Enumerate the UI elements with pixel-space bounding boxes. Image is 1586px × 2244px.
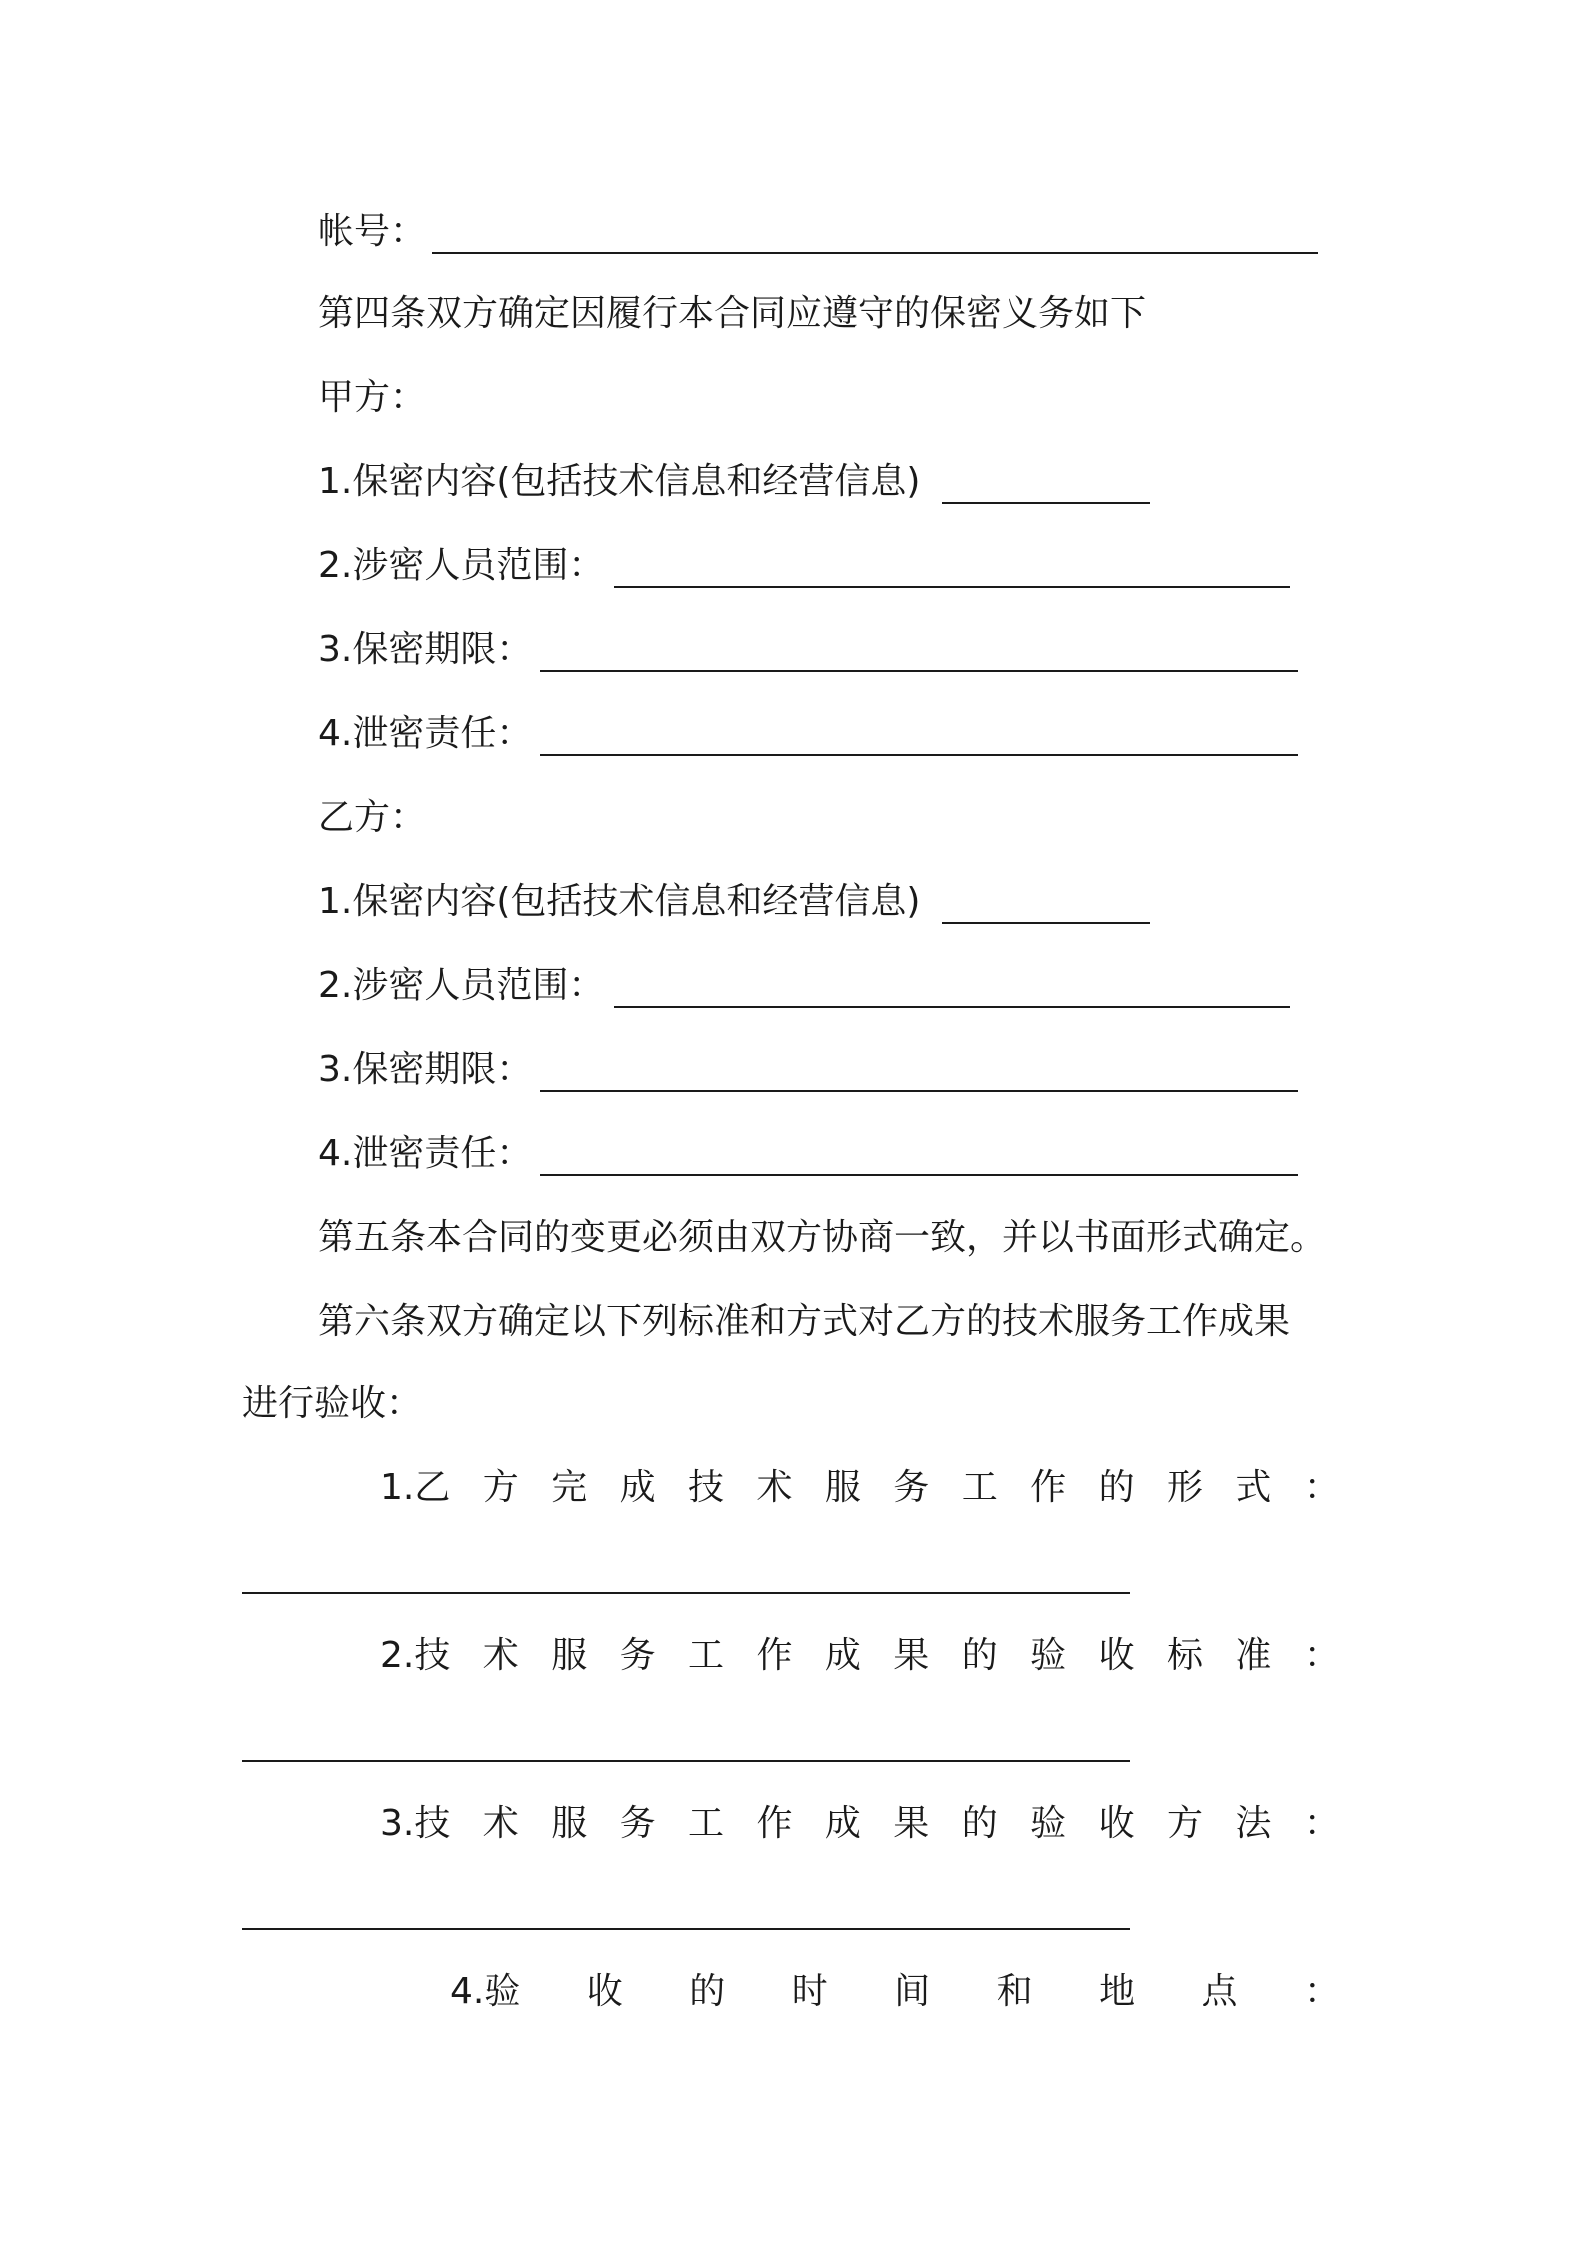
spaced-char: 方 xyxy=(1166,1803,1203,1844)
spaced-char: 2.技 xyxy=(380,1635,451,1676)
spaced-char: 服 xyxy=(824,1467,861,1508)
spaced-char: 成 xyxy=(824,1635,861,1676)
spaced-char: 验 xyxy=(1030,1803,1067,1844)
spaced-char: 收 xyxy=(1098,1803,1135,1844)
party-b-item-1-blank xyxy=(942,922,1150,924)
party-a-item-4-blank xyxy=(540,754,1298,756)
party-b-item-3-blank xyxy=(540,1090,1298,1092)
spaced-char: 时 xyxy=(791,1971,828,2012)
spaced-char: 工 xyxy=(961,1467,998,1508)
spaced-char: 式 xyxy=(1235,1467,1272,1508)
party-a-item-4: 4.泄密责任： xyxy=(318,713,533,754)
spaced-char: 准 xyxy=(1235,1635,1272,1676)
article-6-line-2: 进行验收： xyxy=(242,1383,423,1424)
party-a-item-3: 3.保密期限： xyxy=(318,629,533,670)
article-5-text: 第五条本合同的变更必须由双方协商一致，并以书面形式确定。 xyxy=(318,1217,1327,1258)
account-blank xyxy=(432,252,1318,254)
party-a-item-2: 2.涉密人员范围： xyxy=(318,545,605,586)
party-b-item-4: 4.泄密责任： xyxy=(318,1133,533,1174)
acceptance-item-1-blank xyxy=(242,1592,1130,1594)
party-a-item-3-blank xyxy=(540,670,1298,672)
spaced-char: 成 xyxy=(824,1803,861,1844)
spaced-char: 术 xyxy=(756,1467,793,1508)
party-b-item-1: 1.保密内容(包括技术信息和经营信息) xyxy=(318,881,921,922)
spaced-char: ： xyxy=(1303,1803,1340,1844)
spaced-char: 的 xyxy=(961,1803,998,1844)
party-a-item-1-blank xyxy=(942,502,1150,504)
spaced-char: 的 xyxy=(961,1635,998,1676)
spaced-char: 服 xyxy=(551,1803,588,1844)
spaced-char: 的 xyxy=(689,1971,726,2012)
spaced-char: ： xyxy=(1303,1467,1340,1508)
spaced-char: 作 xyxy=(756,1803,793,1844)
party-b-item-2: 2.涉密人员范围： xyxy=(318,965,605,1006)
spaced-char: 务 xyxy=(619,1635,656,1676)
acceptance-item-2 xyxy=(380,1632,1340,1680)
spaced-char: 务 xyxy=(893,1467,930,1508)
party-a-item-1: 1.保密内容(包括技术信息和经营信息) xyxy=(318,461,921,502)
spaced-char: 1.乙 xyxy=(380,1467,451,1508)
spaced-char: 服 xyxy=(551,1635,588,1676)
spaced-char: 和 xyxy=(996,1971,1033,2012)
spaced-char: 果 xyxy=(893,1803,930,1844)
article-4-heading: 第四条双方确定因履行本合同应遵守的保密义务如下 xyxy=(318,293,1147,334)
spaced-char: 的 xyxy=(1098,1467,1135,1508)
spaced-char: ： xyxy=(1303,1635,1340,1676)
spaced-char: ： xyxy=(1303,1971,1340,2012)
spaced-char: 果 xyxy=(893,1635,930,1676)
spaced-char: 标 xyxy=(1166,1635,1203,1676)
spaced-char: 4.验 xyxy=(450,1971,521,2012)
spaced-char: 术 xyxy=(482,1635,519,1676)
acceptance-item-3-blank xyxy=(242,1928,1130,1930)
spaced-char: 3.技 xyxy=(380,1803,451,1844)
account-label: 帐号： xyxy=(318,211,427,252)
spaced-char: 作 xyxy=(1030,1467,1067,1508)
spaced-char: 作 xyxy=(756,1635,793,1676)
spaced-char: 验 xyxy=(1030,1635,1067,1676)
spaced-char: 成 xyxy=(619,1467,656,1508)
article-6-line-1: 第六条双方确定以下列标准和方式对乙方的技术服务工作成果 xyxy=(318,1301,1291,1342)
party-b-item-2-blank xyxy=(614,1006,1290,1008)
party-b-item-3: 3.保密期限： xyxy=(318,1049,533,1090)
spaced-char: 形 xyxy=(1166,1467,1203,1508)
spaced-char: 收 xyxy=(586,1971,623,2012)
spaced-char: 收 xyxy=(1098,1635,1135,1676)
spaced-char: 工 xyxy=(688,1635,725,1676)
party-b-item-4-blank xyxy=(540,1174,1298,1176)
spaced-char: 点 xyxy=(1201,1971,1238,2012)
spaced-char: 地 xyxy=(1099,1971,1136,2012)
spaced-char: 方 xyxy=(482,1467,519,1508)
spaced-char: 间 xyxy=(894,1971,931,2012)
acceptance-item-4 xyxy=(450,1968,1340,2016)
party-b-label: 乙方： xyxy=(318,797,427,838)
party-a-item-2-blank xyxy=(614,586,1290,588)
spaced-char: 术 xyxy=(482,1803,519,1844)
party-a-label: 甲方： xyxy=(318,377,427,418)
acceptance-item-2-blank xyxy=(242,1760,1130,1762)
spaced-char: 务 xyxy=(619,1803,656,1844)
spaced-char: 完 xyxy=(551,1467,588,1508)
acceptance-item-3 xyxy=(380,1800,1340,1848)
acceptance-item-1 xyxy=(380,1464,1340,1512)
spaced-char: 法 xyxy=(1235,1803,1272,1844)
spaced-char: 工 xyxy=(688,1803,725,1844)
spaced-char: 技 xyxy=(688,1467,725,1508)
